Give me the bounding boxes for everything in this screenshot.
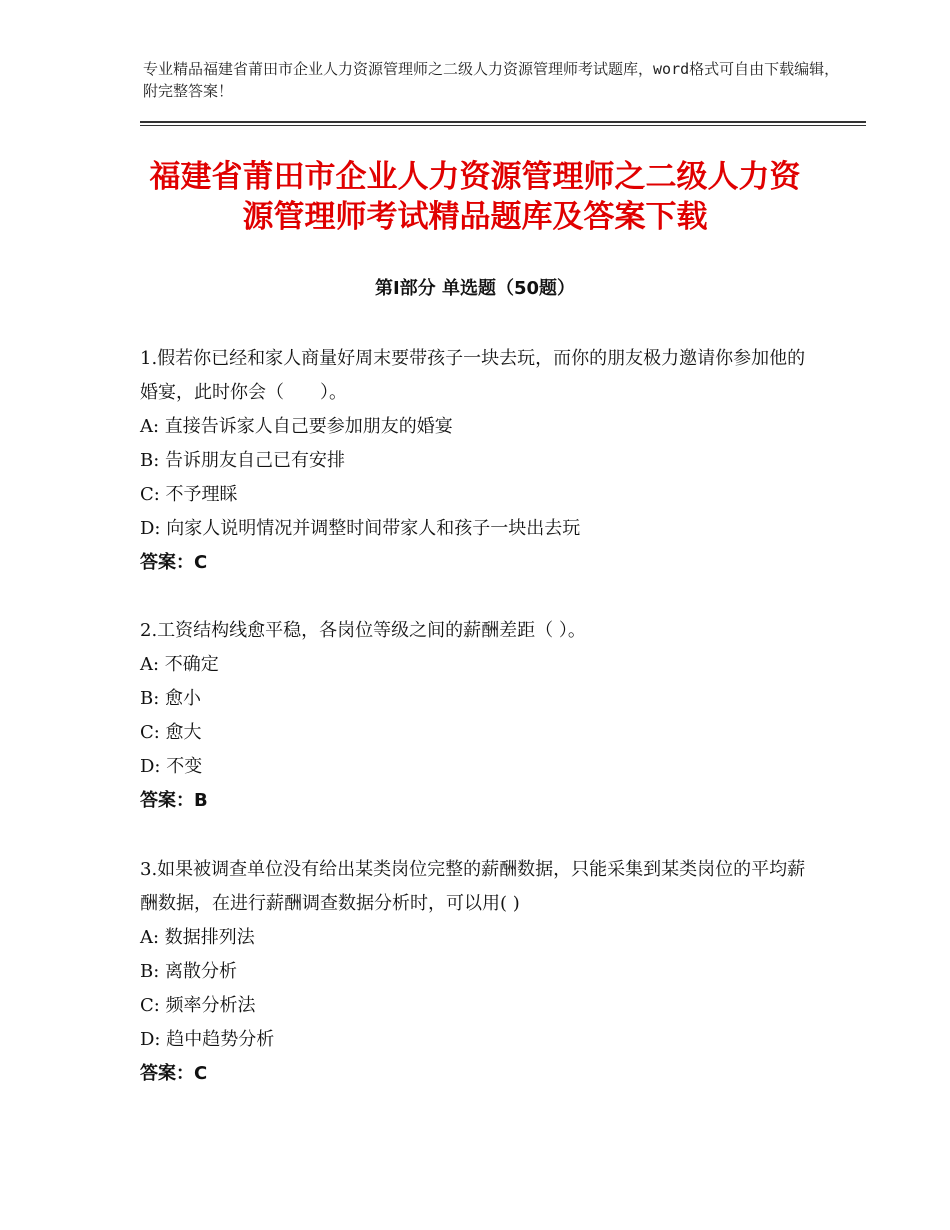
option-b: B: 离散分析 <box>140 961 238 982</box>
document-title: 福建省莆田市企业人力资源管理师之二级人力资源管理师考试精品题库及答案下载 <box>149 159 801 235</box>
header-divider-thick <box>140 121 866 123</box>
option-a: A: 不确定 <box>140 654 219 675</box>
question-stem: 2.工资结构线愈平稳，各岗位等级之间的薪酬差距（ ）。 <box>140 620 586 641</box>
option-a: A: 直接告诉家人自己要参加朋友的婚宴 <box>140 416 453 437</box>
option-c: C: 频率分析法 <box>140 995 256 1016</box>
question-stem: 1.假若你已经和家人商量好周末要带孩子一块去玩，而你的朋友极力邀请你参加他的婚宴，此时你会（ ）。 <box>140 348 806 403</box>
answer: 答案：C <box>140 1063 208 1084</box>
section-heading: 第Ⅰ部分 单选题（50题） <box>374 278 575 299</box>
option-a: A: 数据排列法 <box>140 927 255 948</box>
option-b: B: 告诉朋友自己已有安排 <box>140 450 346 471</box>
option-c: C: 愈大 <box>140 722 202 743</box>
question-stem: 3.如果被调查单位没有给出某类岗位完整的薪酬数据，只能采集到某类岗位的平均薪酬数据，在进行薪酬调查数据分析时，可以用( ) <box>140 859 806 914</box>
question-3 <box>140 853 810 1091</box>
answer: 答案：C <box>140 552 208 573</box>
option-d: D: 不变 <box>140 756 203 777</box>
header-note: 专业精品福建省莆田市企业人力资源管理师之二级人力资源管理师考试题库，word格式可自由下载编辑，附完整答案！ <box>143 60 840 100</box>
option-b: B: 愈小 <box>140 688 202 709</box>
question-2 <box>140 614 810 818</box>
question-1 <box>140 342 810 580</box>
option-c: C: 不予理睬 <box>140 484 238 505</box>
option-d: D: 趋中趋势分析 <box>140 1029 275 1050</box>
option-d: D: 向家人说明情况并调整时间带家人和孩子一块出去玩 <box>140 518 581 539</box>
header-divider-thin <box>140 125 866 126</box>
answer: 答案：B <box>140 790 208 811</box>
